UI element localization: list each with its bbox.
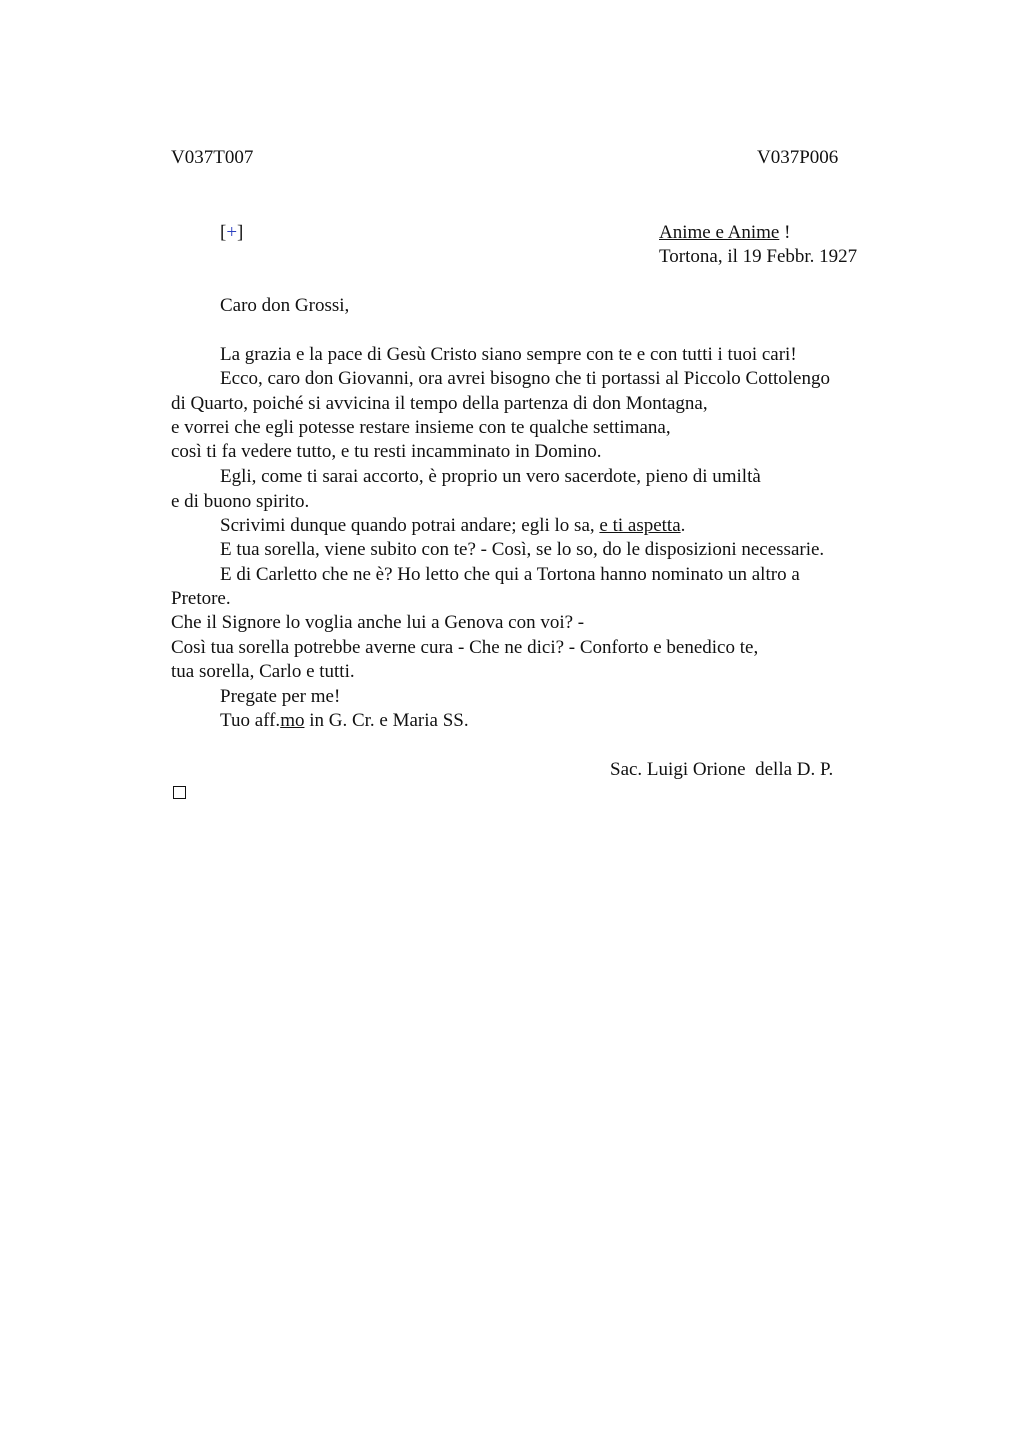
document-code-left: V037T007 bbox=[171, 147, 254, 168]
body-line-8-underlined: e ti aspetta bbox=[599, 515, 681, 536]
body-line-16 bbox=[220, 709, 469, 733]
marker-open: [ bbox=[220, 222, 227, 243]
motto-end: ! bbox=[779, 222, 791, 243]
closing-superscript: mo bbox=[280, 710, 305, 731]
closing-c: in G. Cr. e Maria SS. bbox=[304, 710, 469, 731]
body-line-13: Così tua sorella potrebbe averne cura - Che ne dici? - Conforto e benedico te, bbox=[171, 637, 759, 658]
closing-a: Tuo aff. bbox=[220, 710, 281, 731]
body-line-10: E di Carletto che ne è? Ho letto che qui a Tortona hanno nominato un altro a bbox=[220, 564, 800, 585]
place-date: Tortona, il 19 Febbr. 1927 bbox=[659, 246, 858, 267]
end-box-icon bbox=[173, 786, 186, 799]
body-line-7: e di buono spirito. bbox=[171, 491, 310, 512]
body-line-1: La grazia e la pace di Gesù Cristo siano sempre con te e con tutti i tuoi cari! bbox=[220, 344, 797, 365]
document-code-right: V037P006 bbox=[757, 147, 839, 168]
signature: Sac. Luigi Orione della D. P. bbox=[610, 759, 834, 780]
body-line-8 bbox=[220, 514, 685, 538]
motto-line bbox=[659, 221, 790, 245]
body-line-3: di Quarto, poiché si avvicina il tempo della partenza di don Montagna, bbox=[171, 393, 708, 414]
body-line-2: Ecco, caro don Giovanni, ora avrei bisogno che ti portassi al Piccolo Cottolengo bbox=[220, 368, 830, 389]
salutation: Caro don Grossi, bbox=[220, 295, 350, 316]
body-line-12: Che il Signore lo voglia anche lui a Genova con voi? - bbox=[171, 612, 585, 633]
body-line-4: e vorrei che egli potesse restare insieme con te qualche settimana, bbox=[171, 417, 671, 438]
plus-icon: + bbox=[226, 222, 238, 243]
body-line-5: così ti fa vedere tutto, e tu resti incamminato in Domino. bbox=[171, 441, 602, 462]
body-line-6: Egli, come ti sarai accorto, è proprio un vero sacerdote, pieno di umiltà bbox=[220, 466, 761, 487]
body-line-9: E tua sorella, viene subito con te? - Così, se lo so, do le disposizioni necessarie. bbox=[220, 539, 825, 560]
body-line-11: Pretore. bbox=[171, 588, 231, 609]
body-line-14: tua sorella, Carlo e tutti. bbox=[171, 661, 355, 682]
body-line-8-c: . bbox=[680, 515, 686, 536]
body-line-8-a: Scrivimi dunque quando potrai andare; egli lo sa, bbox=[220, 515, 600, 536]
body-line-15: Pregate per me! bbox=[220, 686, 341, 707]
marker-close: ] bbox=[237, 222, 244, 243]
motto: Anime e Anime bbox=[659, 222, 780, 243]
editorial-marker bbox=[220, 221, 243, 245]
